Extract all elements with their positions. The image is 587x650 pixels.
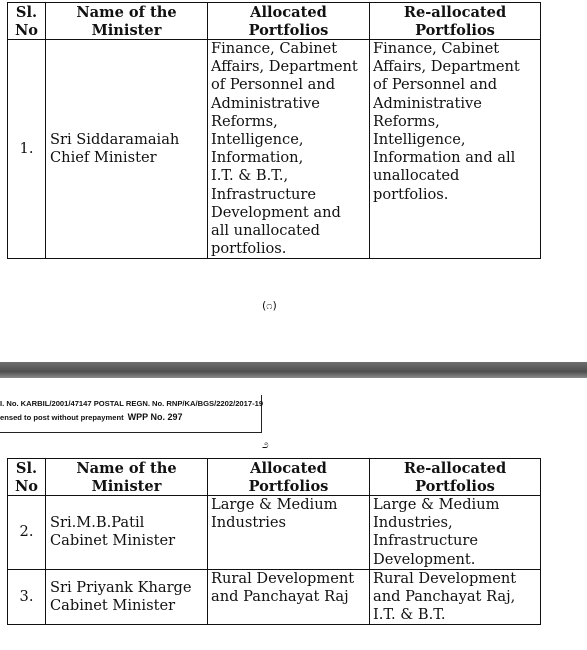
header-sl: Sl. No	[8, 459, 46, 496]
table-row	[8, 496, 541, 570]
table-row	[8, 40, 541, 259]
allocated-portfolios: Rural Development and Panchayat Raj	[208, 569, 370, 625]
reallocated-portfolios: Large & Medium Industries, Infrastructure Development.	[370, 496, 541, 570]
minister-name: Sri.M.B.Patil Cabinet Minister	[46, 496, 208, 570]
header-reallocated: Re-allocated Portfolios	[370, 459, 541, 496]
reallocated-portfolios: Rural Development and Panchayat Raj, I.T. & B.T.	[370, 569, 541, 625]
minister-name: Sri Siddaramaiah Chief Minister	[46, 40, 208, 259]
sl-number: 1.	[8, 40, 46, 259]
header-name: Name of the Minister	[46, 459, 208, 496]
minister-name: Sri Priyank Kharge Cabinet Minister	[46, 569, 208, 625]
header-allocated: Allocated Portfolios	[208, 459, 370, 496]
reallocated-portfolios: Finance, Cabinet Affairs, Department of Personnel and Administrative Reforms, Intelligence, Information and all unallocated portfolios.	[370, 40, 541, 259]
header-sl: Sl. No	[8, 3, 46, 40]
header-reallocated: Re-allocated Portfolios	[370, 3, 541, 40]
page-number-2: ೨	[262, 437, 269, 451]
header-allocated: Allocated Portfolios	[208, 3, 370, 40]
allocated-portfolios: Finance, Cabinet Affairs, Department of Personnel and Administrative Reforms, Intelligence, Information, I.T. & B.T., Infrastructure Development and all unallocated portfolios.	[208, 40, 370, 259]
postal-line: ensed to post without prepayment WPP No. 297	[0, 412, 183, 422]
allocated-portfolios: Large & Medium Industries	[208, 496, 370, 570]
portfolio-table-1	[7, 2, 541, 259]
registration-line: I. No. KARBIL/2001/47147 POSTAL REGN. No. RNP/KA/BGS/2202/2017-19	[0, 399, 264, 408]
page-divider	[0, 362, 587, 378]
table-header-row	[8, 459, 541, 496]
sl-number: 3.	[8, 569, 46, 625]
table-row	[8, 569, 541, 625]
table-header-row	[8, 3, 541, 40]
sl-number: 2.	[8, 496, 46, 570]
page-number-1: (೧)	[262, 299, 277, 312]
portfolio-table-2	[7, 458, 541, 625]
header-name: Name of the Minister	[46, 3, 208, 40]
gazette-header	[0, 395, 262, 433]
